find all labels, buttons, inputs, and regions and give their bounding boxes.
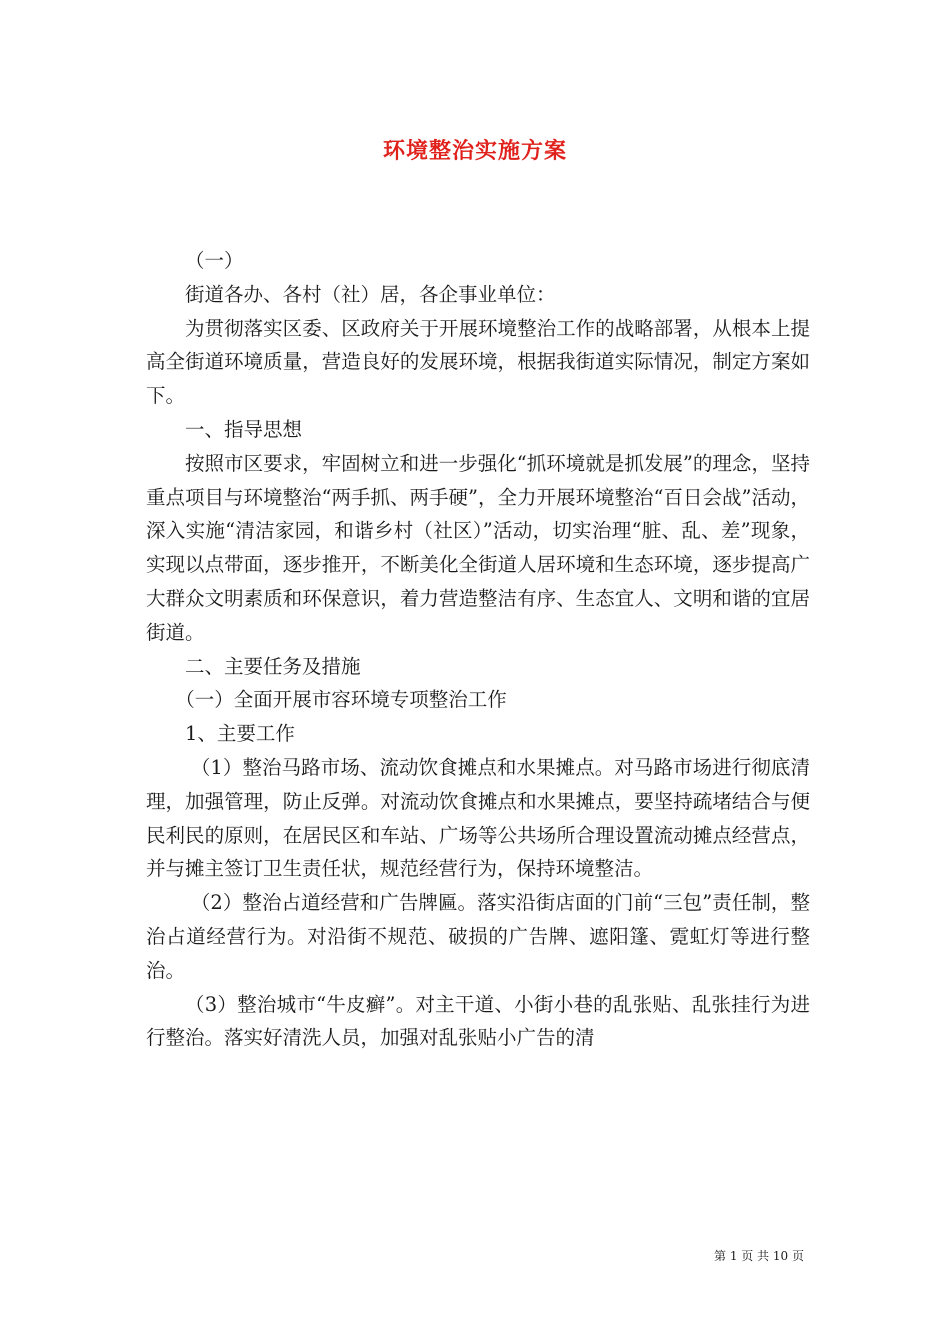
paragraph-salutation: 街道各办、各村（社）居，各企事业单位： [185,282,556,306]
paragraph-item-3: （3）整治城市“牛皮癣”。对主干道、小街小巷的乱张贴、乱张挂行为进行整治。落实好清洗人员，加强对乱张贴小广告的清 [146,992,810,1050]
paragraph-item-1: （1）整治马路市场、流动饮食摊点和水果摊点。对马路市场进行彻底清理，加强管理，防止反弹。对流动饮食摊点和水果摊点，要坚持疏堵结合与便民利民的原则，在居民区和车站、广场等公共场所合理设置流动摊点经营点，并与摊主签订卫生责任状，规范经营行为，保持环境整洁。 [146,755,810,881]
heading-guiding-principle: 一、指导思想 [185,417,303,441]
document-body [146,244,810,1055]
paragraph-intro: 为贯彻落实区委、区政府关于开展环境整治工作的战略部署，从根本上提高全街道环境质量，营造良好的发展环境，根据我街道实际情况，制定方案如下。 [146,316,810,408]
heading-main-tasks: 二、主要任务及措施 [185,654,361,678]
document-title: 环境整治实施方案 [382,138,567,164]
heading-main-work: 1、主要工作 [185,722,295,746]
heading-subsection-1: （一）全面开展市容环境专项整治工作 [175,688,507,712]
paragraph-guiding-principle: 按照市区要求，牢固树立和进一步强化“抓环境就是抓发展”的理念，坚持重点项目与环境整治“两手抓、两手硬”，全力开展环境整治“百日会战”活动，深入实施“清洁家园，和谐乡村（社区）”活动，切实治理“脏、乱、差”现象，实现以点带面，逐步推开，不断美化全街道人居环境和生态环境，逐步提高广大群众文明素质和环保意识，着力营造整洁有序、生态宜人、文明和谐的宜居街道。 [146,451,810,644]
page-number: 第 1 页 共 10 页 [714,1249,804,1263]
paragraph-item-2: （2）整治占道经营和广告牌匾。落实沿街店面的门前“三包”责任制，整治占道经营行为。对沿街不规范、破损的广告牌、遮阳篷、霓虹灯等进行整治。 [146,891,810,982]
paragraph-section-number: （一） [185,249,244,272]
